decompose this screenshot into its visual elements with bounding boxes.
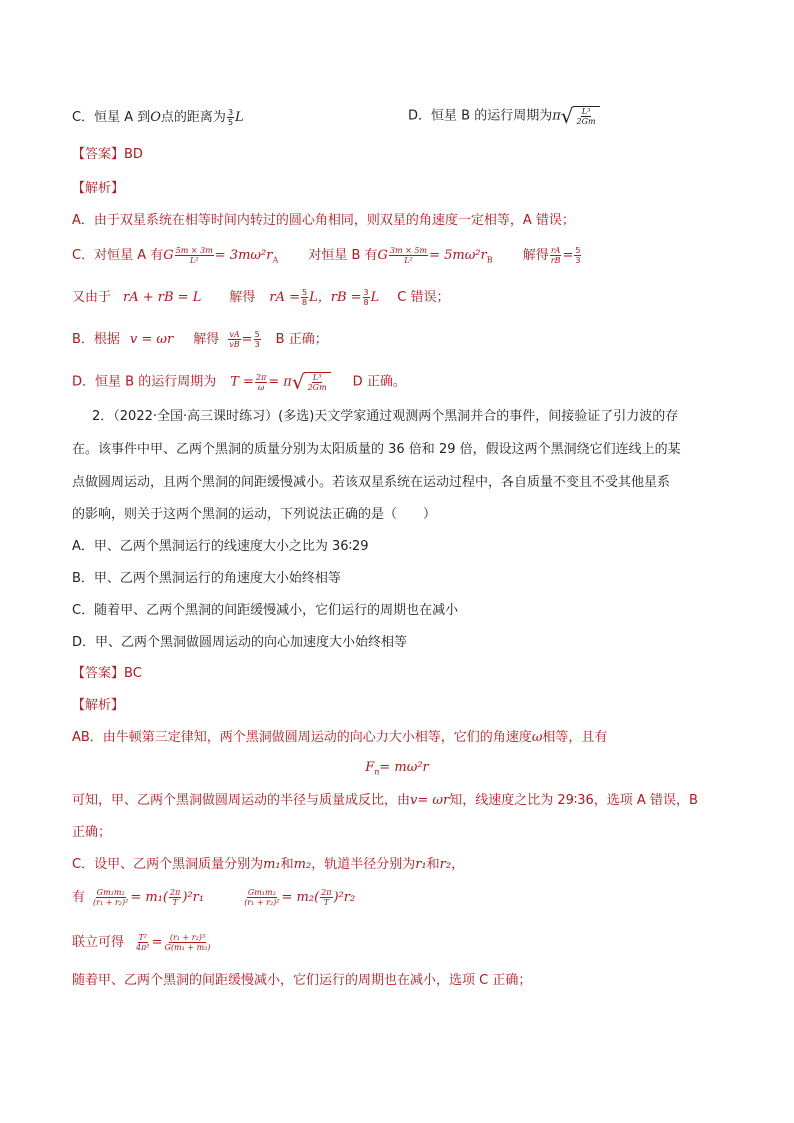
sqrt-expr: √ $\frac{\text{L³}}{2Gm}$ <box>561 106 600 126</box>
analysis-a: A．由于双星系统在相等时间内转过的圆心角相同，则双星的角速度一定相等，A 错误； <box>72 213 575 228</box>
q2-option-d: D．甲、乙两个黑洞做圆周运动的向心加速度大小始终相等 <box>72 635 408 650</box>
analysis-c: C．对恒星 A 有G $\frac{5m \times 3m}{\text{L²}}$ = $3m\omega^2r_A$ 对恒星 B 有G $\frac{3m \times 5m}{\text{L²}}$ = $5m\omega^2r_B$ 解得 $\frac{rA}{rB}$ = $\frac{5}{3}$ <box>72 246 581 265</box>
analysis-ab: AB．由牛顿第三定律知，两个黑洞做圆周运动的向心力大小相等，它们的角速度ω相等，且有 <box>72 730 608 745</box>
option-c-text: C．恒星 A 到 <box>72 110 151 125</box>
option-d-text: D．恒星 B 的运行周期为 <box>408 108 553 124</box>
q2-option-c: C．随着甲、乙两个黑洞的间距缓慢减小，它们运行的周期也在减小 <box>72 603 459 618</box>
analysis-youyu: 又由于 rA + rB = L 解得 rA = $\frac{5}{8}$ L，rB = $\frac{3}{8}$ L C 错误； <box>72 288 450 307</box>
answer-tag: 【答案】 <box>72 147 125 162</box>
analysis-lianli: 联立可得 $\frac{\text{T²}}{\text{4π²}}$ = $\frac{\text{(r₁ + r₂)³}}{\text{G(m₁ + m₂)}}$ <box>72 933 211 952</box>
analysis-you: 有 $\frac{\text{Gm₁m₂}}{\text{(r₁ + r₂)²}}$ = m₁( $\frac{2\pi}{T}$ )²r₁ $\frac{\text{Gm₁m₂}}{\text{(r₁ + r₂)²}}$ = m₂( $\frac{2\pi}{T}$ )²r₂ <box>72 888 356 907</box>
option-c-mid: 点的距离为 <box>160 110 226 125</box>
analysis-d: D．恒星 B 的运行周期为 T = $\frac{2\pi}{\omega}$ = π √ $\frac{\text{L³}}{2Gm}$ D 正确。 <box>72 370 406 394</box>
q2-line-4: 的影响，则关于这两个黑洞的运动，下列说法正确的是（ ） <box>72 507 437 522</box>
answer-1 <box>72 146 143 164</box>
analysis-zhengque: 正确； <box>72 825 112 840</box>
pi-symbol: π <box>552 108 561 124</box>
fraction-3-5: $\frac{3}{5}$ <box>227 108 234 127</box>
analysis-c2: C．设甲、乙两个黑洞质量分别为m₁和m₂，轨道半径分别为r₁和r₂， <box>72 857 465 872</box>
analysis-heading-2: 【解析】 <box>72 698 125 713</box>
var-l: L <box>235 110 244 125</box>
option-d <box>408 106 600 126</box>
q2-line-3: 点做圆周运动，且两个黑洞的间距缓慢减小。若该双星系统在运动过程中，各自质量不变且不受其他星系 <box>72 475 671 490</box>
analysis-b: B．根据 v = ωr 解得 $\frac{vA}{vB}$ = $\frac{5}{3}$ B 正确； <box>72 330 328 349</box>
analysis-heading-1: 【解析】 <box>72 181 125 196</box>
formula-fn: $F_n= m\omega^2r$ <box>365 760 429 777</box>
analysis-kezhi: 可知，甲、乙两个黑洞做圆周运动的半径与质量成反比，由v= ωr知，线速度之比为 29∶36，选项 A 错误，B <box>72 793 698 808</box>
q2-line-2: 在。该事件中甲、乙两个黑洞的质量分别为太阳质量的 36 倍和 29 倍，假设这两个黑洞绕它们连线上的某 <box>72 442 681 457</box>
q2-option-a: A．甲、乙两个黑洞运行的线速度大小之比为 36∶29 <box>72 539 369 554</box>
analysis-last: 随着甲、乙两个黑洞的间距缓慢减小，它们运行的周期也在减小，选项 C 正确； <box>72 973 532 988</box>
answer-value: BD <box>124 147 143 162</box>
q2-option-b: B．甲、乙两个黑洞运行的角速度大小始终相等 <box>72 571 341 586</box>
answer-2: 【答案】BC <box>72 666 142 681</box>
q2-line-1: 2．（2022·全国·高三课时练习）(多选)天文学家通过观测两个黑洞并合的事件，间接验证了引力波的存 <box>92 409 679 424</box>
option-c <box>72 108 244 127</box>
point-o: O <box>150 110 161 125</box>
